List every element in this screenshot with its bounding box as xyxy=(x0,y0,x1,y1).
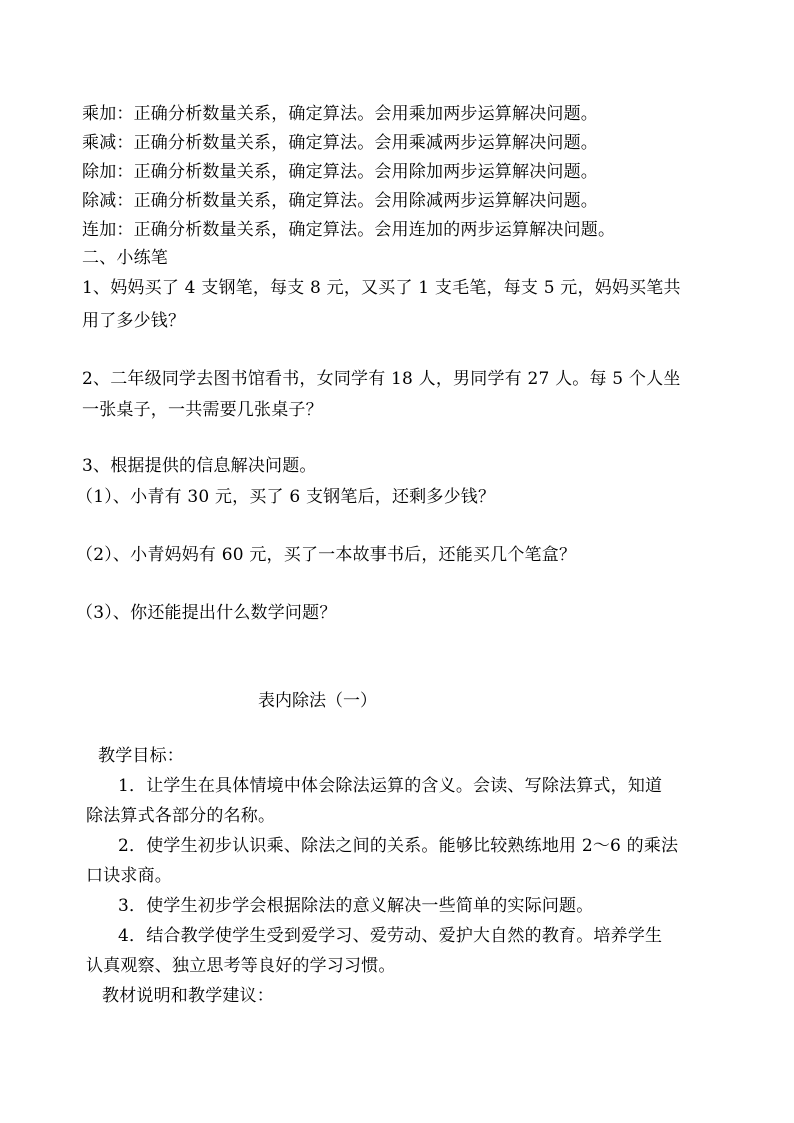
practice-heading: 二、小练笔 xyxy=(82,248,168,268)
question-2-line-1: 2、二年级同学去图书馆看书，女同学有 18 人，男同学有 27 人。每 5 个人坐 xyxy=(82,369,681,389)
question-2-line-2: 一张桌子，一共需要几张桌子？ xyxy=(82,400,323,420)
goals-heading: 教学目标： xyxy=(98,746,184,766)
goal-2-line-1: 2．使学生初步认识乘、除法之间的关系。能够比较熟练地用 2～6 的乘法 xyxy=(118,836,679,856)
goal-3: 3．使学生初步学会根据除法的意义解决一些简单的实际问题。 xyxy=(118,896,594,916)
summary-line-divide-add: 除加：正确分析数量关系，确定算法。会用除加两步运算解决问题。 xyxy=(82,162,598,182)
question-3: 3、根据提供的信息解决问题。 xyxy=(82,456,317,476)
goal-1-line-1: 1．让学生在具体情境中体会除法运算的含义。会读、写除法算式，知道 xyxy=(118,776,663,796)
question-3-sub-2: （2）、小青妈妈有 60 元，买了一本故事书后，还能买几个笔盒？ xyxy=(76,545,577,565)
summary-line-multiply-subtract: 乘减：正确分析数量关系，确定算法。会用乘减两步运算解决问题。 xyxy=(82,133,598,153)
goal-4-line-1: 4．结合教学使学生受到爱学习、爱劳动、爱护大自然的教育。培养学生 xyxy=(118,926,663,946)
summary-line-consecutive-add: 连加：正确分析数量关系，确定算法。会用连加的两步运算解决问题。 xyxy=(82,220,616,240)
question-3-sub-1: （1）、小青有 30 元，买了 6 支钢笔后，还剩多少钱？ xyxy=(76,487,496,507)
goal-4-line-2: 认真观察、独立思考等良好的学习习惯。 xyxy=(86,956,396,976)
question-3-sub-3: （3）、你还能提出什么数学问题？ xyxy=(76,603,337,623)
summary-line-divide-subtract: 除减：正确分析数量关系，确定算法。会用除减两步运算解决问题。 xyxy=(82,191,598,211)
question-1-line-2: 用了多少钱？ xyxy=(82,311,186,331)
lesson-title: 表内除法（一） xyxy=(258,691,377,711)
materials-heading: 教材说明和教学建议： xyxy=(102,986,274,1006)
question-1-line-1: 1、妈妈买了 4 支钢笔，每支 8 元，又买了 1 支毛笔，每支 5 元，妈妈买笔共 xyxy=(82,278,681,298)
goal-1-line-2: 除法算式各部分的名称。 xyxy=(86,806,276,826)
goal-2-line-2: 口诀求商。 xyxy=(86,866,172,886)
summary-line-multiply-add: 乘加：正确分析数量关系，确定算法。会用乘加两步运算解决问题。 xyxy=(82,104,598,124)
